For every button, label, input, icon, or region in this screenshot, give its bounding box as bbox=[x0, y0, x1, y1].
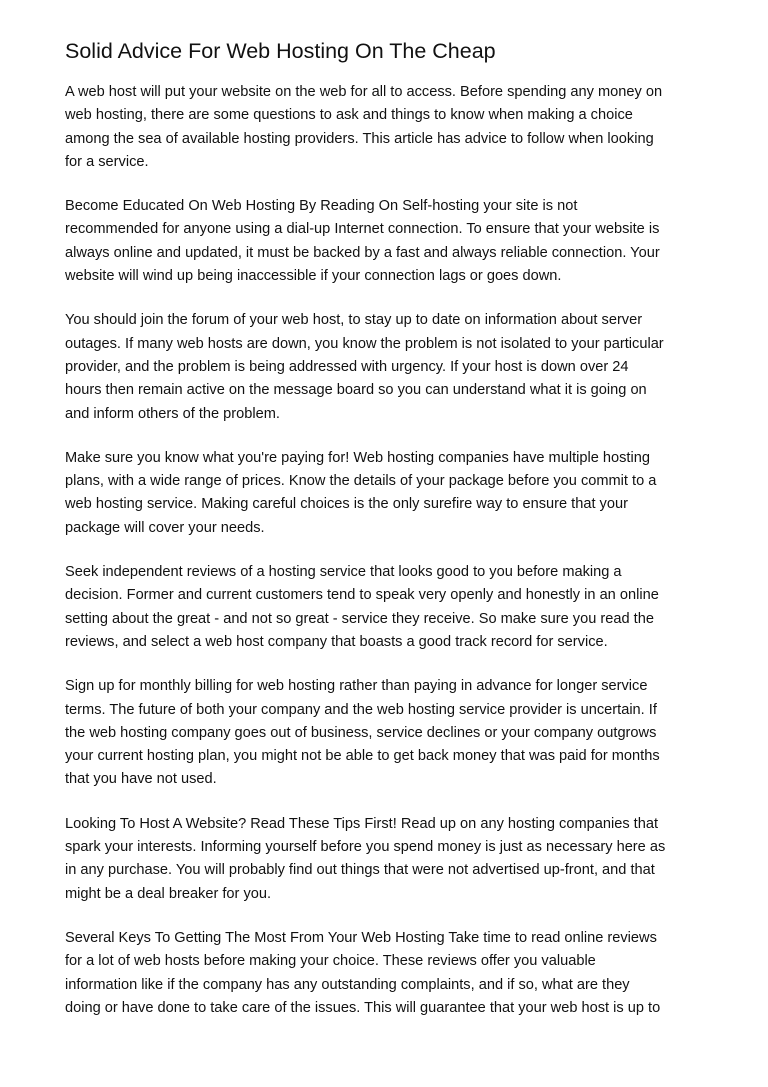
text-line: plans, with a wide range of prices. Know the details of your package before you commit to a bbox=[65, 473, 657, 490]
text-line: spark your interests. Informing yourself before you spend money is just as necessary here as bbox=[65, 839, 666, 856]
paragraph-6 bbox=[65, 675, 705, 791]
text-line: and inform others of the problem. bbox=[65, 405, 280, 422]
text-line: always online and updated, it must be backed by a fast and always reliable connection. Your bbox=[65, 244, 660, 261]
text-line: reviews, and select a web host company that boasts a good track record for service. bbox=[65, 633, 608, 650]
text-line: package will cover your needs. bbox=[65, 519, 265, 536]
document-page bbox=[65, 36, 705, 1041]
text-line: doing or have done to take care of the issues. This will guarantee that your web host is up to bbox=[65, 999, 661, 1016]
paragraph-5 bbox=[65, 561, 705, 654]
text-line: decision. Former and current customers tend to speak very openly and honestly in an online bbox=[65, 587, 659, 604]
text-line: hours then remain active on the message board so you can understand what it is going on bbox=[65, 382, 647, 399]
text-line: Seek independent reviews of a hosting service that looks good to you before making a bbox=[65, 564, 622, 581]
paragraph-7 bbox=[65, 813, 705, 906]
text-line: A web host will put your website on the web for all to access. Before spending any money on bbox=[65, 84, 663, 100]
text-line: among the sea of available hosting providers. This article has advice to follow when looking bbox=[65, 130, 654, 147]
paragraph-3 bbox=[65, 309, 705, 425]
text-line: terms. The future of both your company and the web hosting service provider is uncertain. If bbox=[65, 701, 657, 718]
text-line: might be a deal breaker for you. bbox=[65, 885, 272, 902]
text-line: You should join the forum of your web host, to stay up to date on information about server bbox=[65, 312, 643, 329]
text-line: setting about the great - and not so great - service they receive. So make sure you read the bbox=[65, 610, 654, 627]
text-line: in any purchase. You will probably find out things that were not advertised up-front, and that bbox=[65, 862, 655, 879]
text-line: your current hosting plan, you might not be able to get back money that was paid for months bbox=[65, 748, 660, 765]
text-line: web hosting, there are some questions to ask and things to know when making a choice bbox=[65, 107, 633, 124]
text-line: information like if the company has any outstanding complaints, and if so, what are they bbox=[65, 976, 630, 993]
text-line: Make sure you know what you're paying for! Web hosting companies have multiple hosting bbox=[65, 449, 650, 466]
text-line: that you have not used. bbox=[65, 771, 217, 788]
paragraph-1 bbox=[65, 81, 705, 174]
text-line: Become Educated On Web Hosting By Reading On Self-hosting your site is not bbox=[65, 198, 578, 215]
text-line: for a lot of web hosts before making your choice. These reviews offer you valuable bbox=[65, 953, 596, 970]
page-title: Solid Advice For Web Hosting On The Cheap bbox=[65, 39, 496, 63]
paragraph-8 bbox=[65, 927, 705, 1020]
text-line: web hosting service. Making careful choices is the only surefire way to ensure that your bbox=[65, 496, 628, 513]
text-line: the web hosting company goes out of business, service declines or your company outgrows bbox=[65, 724, 657, 741]
text-line: recommended for anyone using a dial-up Internet connection. To ensure that your website is bbox=[65, 221, 660, 238]
paragraph-2 bbox=[65, 195, 705, 288]
text-line: Sign up for monthly billing for web hosting rather than paying in advance for longer service bbox=[65, 678, 648, 695]
text-line: outages. If many web hosts are down, you know the problem is not isolated to your particular bbox=[65, 335, 664, 352]
paragraph-4 bbox=[65, 447, 705, 540]
text-line: Looking To Host A Website? Read These Tips First! Read up on any hosting companies that bbox=[65, 815, 659, 832]
text-line: provider, and the problem is being addressed with urgency. If your host is down over 24 bbox=[65, 358, 629, 375]
text-line: Several Keys To Getting The Most From Your Web Hosting Take time to read online reviews bbox=[65, 929, 657, 946]
text-line: website will wind up being inaccessible if your connection lags or goes down. bbox=[65, 268, 562, 285]
text-line: for a service. bbox=[65, 153, 149, 170]
